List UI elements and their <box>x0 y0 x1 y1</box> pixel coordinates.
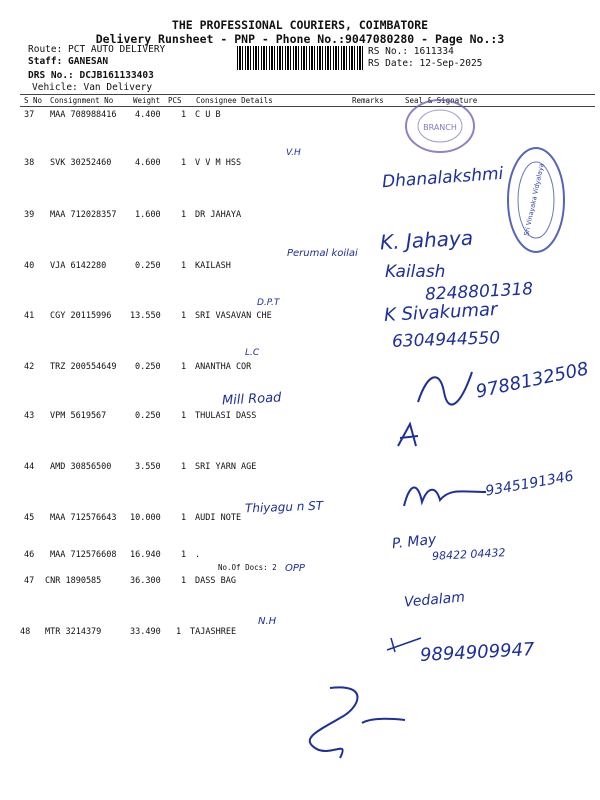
row-consignee: SRI VASAVAN CHE <box>195 311 272 321</box>
handwritten-note: Mill Road <box>221 390 282 409</box>
school-side-stamp <box>500 142 572 260</box>
row-consignment: CGY 20115996 <box>50 311 112 321</box>
row-consignee: V V M HSS <box>195 158 242 168</box>
row-pcs: 1 <box>181 550 187 560</box>
col-seal: Seal & Signature <box>405 96 478 105</box>
handwritten-note: V.H <box>286 148 301 158</box>
col-consignment: Consignment No <box>50 96 114 105</box>
col-sno: S No <box>24 96 43 105</box>
handwritten-note: OPP <box>285 563 305 574</box>
docs-count-note: No.Of Docs: 2 <box>218 563 277 572</box>
row-consignee: THULASI DASS <box>195 411 257 421</box>
row-pcs: 1 <box>181 513 187 523</box>
row-pcs: 1 <box>181 462 187 472</box>
handwritten-phone: 9788132508 <box>474 358 591 403</box>
row-weight: 33.490 <box>130 627 161 637</box>
handwritten-note: Thiyagu n ST <box>244 498 324 516</box>
row-pcs: 1 <box>181 311 187 321</box>
row-sno: 48 <box>20 627 31 637</box>
handwritten-signature-scribble <box>410 362 480 412</box>
rs-date: RS Date: 12-Sep-2025 <box>368 58 483 69</box>
handwritten-note: D.P.T <box>257 298 280 308</box>
row-consignee: ANANTHA COR <box>195 362 252 372</box>
row-weight: 0.250 <box>135 261 161 271</box>
row-sno: 40 <box>24 261 35 271</box>
handwritten-signature: P. May <box>391 531 438 553</box>
row-pcs: 1 <box>181 210 187 220</box>
row-consignment: MAA 708988416 <box>50 110 117 120</box>
row-sno: 38 <box>24 158 35 168</box>
round-branch-stamp <box>400 96 482 156</box>
handwritten-phone: 9894909947 <box>419 639 536 666</box>
row-consignee: AUDI NOTE <box>195 513 242 523</box>
large-signature-flourish <box>290 678 410 768</box>
side-stamp-text: Sri Vinayaka Vidyalaya <box>522 162 546 237</box>
handwritten-signature: K Sivakumar <box>383 299 498 326</box>
handwritten-signature: Dhanalakshmi <box>381 163 504 193</box>
handwritten-note: Perumal koilai <box>287 248 358 259</box>
row-consignment: TRZ 200554649 <box>50 362 117 372</box>
company-title: THE PROFESSIONAL COURIERS, COIMBATORE <box>171 18 429 32</box>
header-bottom-rule <box>20 106 595 107</box>
handwritten-phone: 9345191346 <box>484 468 575 500</box>
row-consignee: SRI YARN AGE <box>195 462 257 472</box>
row-consignee: KAILASH <box>195 261 231 271</box>
handwritten-note: L.C <box>245 348 260 358</box>
staff-label: Staff: GANESAN <box>28 56 109 67</box>
handwritten-signature-scribble <box>400 478 490 512</box>
row-pcs: 1 <box>176 627 182 637</box>
handwritten-mark <box>394 420 424 450</box>
row-consignee: . <box>195 550 201 560</box>
handwritten-note: N.H <box>258 616 277 627</box>
row-consignee: C U B <box>195 110 221 120</box>
route-label: Route: PCT AUTO DELIVERY <box>28 44 166 55</box>
row-weight: 16.940 <box>130 550 161 560</box>
handwritten-phone: 98422 04432 <box>431 546 506 563</box>
row-weight: 0.250 <box>135 362 161 372</box>
row-weight: 3.550 <box>135 462 161 472</box>
row-pcs: 1 <box>181 261 187 271</box>
handwritten-phone: 8248801318 <box>424 279 534 305</box>
row-sno: 41 <box>24 311 35 321</box>
row-consignee: TAJASHREE <box>190 627 237 637</box>
row-consignment: MAA 712028357 <box>50 210 117 220</box>
row-weight: 36.300 <box>130 576 161 586</box>
row-pcs: 1 <box>181 411 187 421</box>
row-pcs: 1 <box>181 362 187 372</box>
row-weight: 10.000 <box>130 513 161 523</box>
col-weight: Weight <box>133 96 161 105</box>
row-weight: 1.600 <box>135 210 161 220</box>
handwritten-signature: Kailash <box>385 262 446 282</box>
stamp-text: BRANCH <box>423 123 457 132</box>
row-consignment: VPM 5619567 <box>50 411 107 421</box>
row-sno: 45 <box>24 513 35 523</box>
row-weight: 13.550 <box>130 311 161 321</box>
row-consignment: MTR 3214379 <box>45 627 102 637</box>
row-consignment: MAA 712576608 <box>50 550 117 560</box>
rs-number: RS No.: 1611334 <box>368 46 454 57</box>
header-top-rule <box>20 94 595 95</box>
row-consignment: AMD 30856500 <box>50 462 112 472</box>
handwritten-phone: 6304944550 <box>391 328 501 352</box>
col-pcs: PCS <box>168 96 182 105</box>
row-consignment: MAA 712576643 <box>50 513 117 523</box>
row-sno: 39 <box>24 210 35 220</box>
handwritten-signature: Vedalam <box>403 589 466 611</box>
row-weight: 4.600 <box>135 158 161 168</box>
row-sno: 37 <box>24 110 35 120</box>
row-consignment: SVK 30252460 <box>50 158 112 168</box>
col-consignee: Consignee Details <box>196 96 273 105</box>
row-sno: 47 <box>24 576 35 586</box>
row-pcs: 1 <box>181 158 187 168</box>
row-consignee: DASS BAG <box>195 576 236 586</box>
row-weight: 0.250 <box>135 411 161 421</box>
row-weight: 4.400 <box>135 110 161 120</box>
row-pcs: 1 <box>181 110 187 120</box>
col-remarks: Remarks <box>352 96 384 105</box>
drs-number: DRS No.: DCJB161133403 <box>28 70 154 81</box>
barcode <box>237 46 365 70</box>
row-pcs: 1 <box>181 576 187 586</box>
runsheet-subtitle: Delivery Runsheet - PNP - Phone No.:9047080280 - Page No.:3 <box>95 32 505 46</box>
row-sno: 44 <box>24 462 35 472</box>
row-sno: 42 <box>24 362 35 372</box>
row-sno: 43 <box>24 411 35 421</box>
row-consignee: DR JAHAYA <box>195 210 242 220</box>
vehicle-label: Vehicle: Van Delivery <box>32 82 153 93</box>
row-consignment: CNR 1890585 <box>45 576 102 586</box>
handwritten-signature: K. Jahaya <box>379 225 474 255</box>
row-consignment: VJA 6142280 <box>50 261 107 271</box>
row-sno: 46 <box>24 550 35 560</box>
